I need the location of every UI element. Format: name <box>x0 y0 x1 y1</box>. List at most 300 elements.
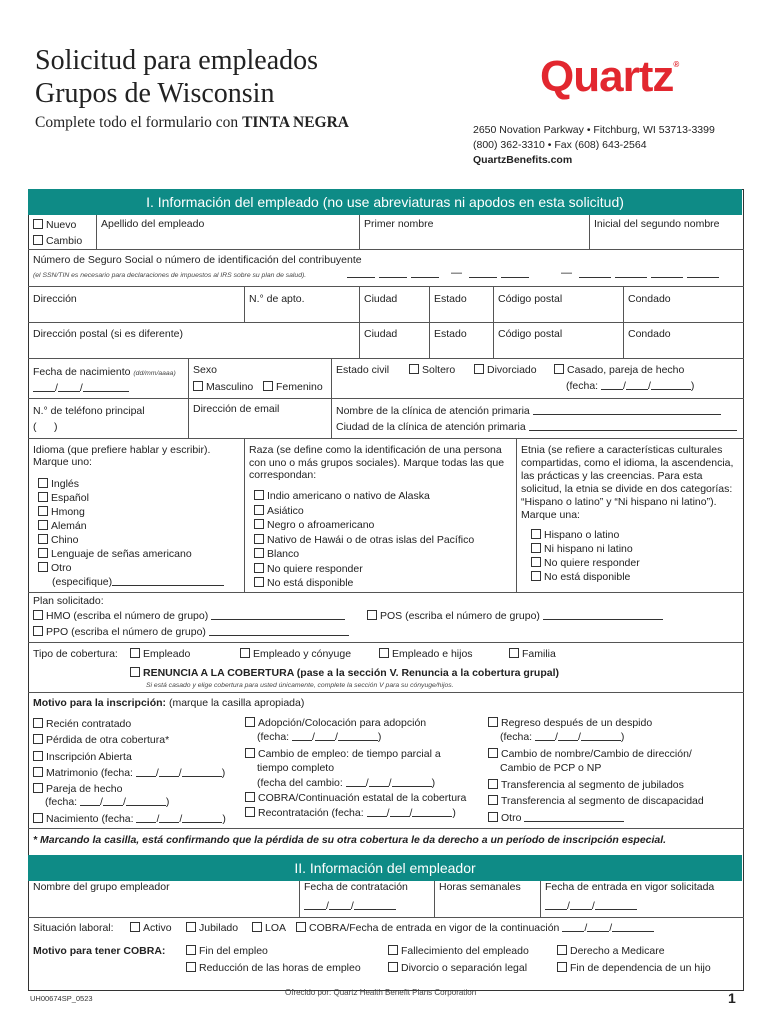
date-blank <box>338 731 378 741</box>
divider <box>96 215 97 249</box>
option-label: Indio americano o nativo de Alaska <box>267 490 430 502</box>
checkbox[interactable] <box>38 534 48 544</box>
idioma-options <box>38 477 224 589</box>
raza-asiatico[interactable] <box>254 504 474 519</box>
option-label: Matrimonio (fecha: <box>46 766 133 779</box>
ciudad-postal-field[interactable]: Ciudad <box>364 328 398 340</box>
option-label: COBRA/Fecha de entrada en vigor de la continuación <box>309 922 560 934</box>
special-enrollment-footnote: * Marcando la casilla, está confirmando que la pérdida de su otra cobertura le da derecho a un período de inscripción especial. <box>33 834 667 846</box>
checkbox[interactable] <box>186 945 196 955</box>
row-line <box>28 438 744 439</box>
motivo-discapacidad[interactable] <box>488 794 704 808</box>
divider <box>434 881 435 917</box>
checkbox[interactable] <box>245 792 255 802</box>
raza-negro[interactable] <box>254 518 474 533</box>
checkbox[interactable] <box>531 529 541 539</box>
hmo-blank <box>211 610 345 620</box>
etnia-ni-hispano[interactable] <box>531 542 640 556</box>
dob-format: (dd/mm/aaaa) <box>133 370 176 377</box>
option-label: Empleado y cónyuge <box>253 648 352 660</box>
divider <box>331 398 332 438</box>
regreso-fecha[interactable]: (fecha: / / ) <box>500 731 625 744</box>
website-link[interactable]: QuartzBenefits.com <box>473 154 573 166</box>
ppo-checkbox[interactable] <box>33 626 43 636</box>
ciudad-field[interactable]: Ciudad <box>364 293 398 305</box>
title-line-1: Solicitud para empleados <box>35 45 319 76</box>
apto-field[interactable]: N.° de apto. <box>249 293 305 305</box>
idioma-chino[interactable] <box>38 533 224 547</box>
option-label: LOA <box>265 922 287 934</box>
option-label: Fallecimiento del empleado <box>401 945 529 957</box>
nuevo-checkbox[interactable] <box>33 219 43 229</box>
estado-postal-field[interactable]: Estado <box>434 328 467 340</box>
subtitle-bold: TINTA NEGRA <box>242 114 350 131</box>
option-label: Pareja de hecho <box>46 783 123 796</box>
motivo-cambio-empleo[interactable] <box>245 747 466 761</box>
telefono-input[interactable]: ( ) <box>33 421 58 433</box>
hmo-label: HMO (escriba el número de grupo) <box>46 610 209 622</box>
clinica-nombre-label: Nombre de la clínica de atención primaria <box>336 405 530 417</box>
ssn-blank <box>615 277 647 278</box>
situacion-loa[interactable] <box>252 922 286 934</box>
date-blank <box>545 900 567 910</box>
horas-semanales-field[interactable]: Horas semanales <box>439 881 521 893</box>
direccion-postal-field[interactable]: Dirección postal (si es diferente) <box>33 328 183 340</box>
hmo-option[interactable] <box>33 610 345 622</box>
idioma-hmong[interactable] <box>38 505 224 519</box>
checkbox[interactable] <box>388 945 398 955</box>
idioma-aleman[interactable] <box>38 519 224 533</box>
checkbox[interactable] <box>38 562 48 572</box>
checkbox[interactable] <box>379 648 389 658</box>
soltero-option[interactable] <box>409 364 455 376</box>
ssn-note: (el SSN/TIN es necesario para declaraciones de impuestos al IRS sobre su plan de salud). <box>33 272 307 279</box>
idioma-otro[interactable] <box>38 561 224 575</box>
option-label: Activo <box>143 922 172 934</box>
row-line <box>28 828 744 829</box>
option-label: Empleado <box>143 648 191 660</box>
divorciado-option[interactable] <box>474 364 537 376</box>
motivo-matrimonio[interactable]: Matrimonio (fecha: / / ) <box>33 765 226 781</box>
checkbox[interactable] <box>509 648 519 658</box>
cambio-checkbox[interactable] <box>33 235 43 245</box>
fecha-contratacion-input[interactable]: / / <box>304 900 396 912</box>
checkbox[interactable] <box>488 795 498 805</box>
option-label: Nativo de Hawái o de otras islas del Pacífico <box>267 533 475 546</box>
logo-text: Quartz <box>540 52 674 101</box>
checkbox[interactable] <box>33 751 43 761</box>
date-blank <box>587 922 609 932</box>
estado-field[interactable]: Estado <box>434 293 467 305</box>
checkbox[interactable] <box>38 520 48 530</box>
checkbox[interactable] <box>38 492 48 502</box>
date-blank <box>80 796 100 806</box>
row-line <box>28 398 744 399</box>
fecha-label: (fecha: <box>566 380 599 392</box>
situacion-jubilado[interactable] <box>186 922 238 934</box>
condado-postal-field[interactable]: Condado <box>628 328 671 340</box>
renuncia-note: Si está casado y elige cobertura para usted únicamente, complete la sección V para su cónyuge/hijos. <box>146 682 454 689</box>
option-label: Otro <box>51 562 72 574</box>
dob-blank <box>83 382 129 392</box>
motivo-inscripcion-abierta[interactable] <box>33 749 226 765</box>
raza-hawai[interactable] <box>254 533 474 548</box>
cobra-reduccion[interactable] <box>186 962 361 974</box>
row-line <box>28 692 744 693</box>
option-label: Transferencia al segmento de discapacidad <box>501 795 704 808</box>
divider <box>299 881 300 917</box>
pos-option[interactable] <box>367 610 663 622</box>
divider <box>244 286 245 322</box>
clinica-ciudad-label: Ciudad de la clínica de atención primaria <box>336 421 526 433</box>
checkbox[interactable] <box>33 718 43 728</box>
checkbox[interactable] <box>252 922 262 932</box>
femenino-option[interactable] <box>263 381 323 393</box>
date-blank <box>136 767 156 777</box>
ssn-dash: — <box>451 267 462 279</box>
date-blank <box>612 922 654 932</box>
idioma-label <box>33 444 210 468</box>
option-label: Regreso después de un despido <box>501 717 653 729</box>
clinica-ciudad-field[interactable] <box>336 421 737 433</box>
checkbox[interactable] <box>38 478 48 488</box>
pos-label: POS (escriba el número de grupo) <box>380 610 540 622</box>
otro-blank <box>524 812 624 822</box>
date-blank <box>292 731 312 741</box>
dob-input[interactable]: / / <box>33 382 129 394</box>
especifique-field[interactable] <box>38 575 224 589</box>
quartz-logo <box>540 52 678 102</box>
checkbox[interactable] <box>388 962 398 972</box>
checkbox[interactable] <box>296 922 306 932</box>
row-line <box>28 358 744 359</box>
renuncia-label: RENUNCIA A LA COBERTURA (pase a la sección V. Renuncia a la cobertura grupal) <box>143 667 560 679</box>
date-blank <box>315 731 335 741</box>
option-label: No quiere responder <box>544 557 640 569</box>
date-blank <box>354 900 396 910</box>
codigo-postal-field[interactable]: Código postal <box>498 293 563 305</box>
date-blank <box>581 731 621 741</box>
date-blank <box>182 813 222 823</box>
date-blank <box>182 767 222 777</box>
motivo-jubilados[interactable] <box>488 778 704 792</box>
direccion-field[interactable]: Dirección <box>33 293 77 305</box>
date-blank <box>159 767 179 777</box>
raza-no-disponible[interactable] <box>254 576 474 591</box>
pos-blank <box>543 610 663 620</box>
option-label: Negro o afroamericano <box>267 519 375 531</box>
codigo-postal-postal-field[interactable]: Código postal <box>498 328 563 340</box>
checkbox[interactable] <box>38 548 48 558</box>
etnia-label: Etnia (se refiere a características culturales compartidas, como el idioma, la ascendencia, las prácticas y las creencias. Para esta solicitud, la etnia se divide en dos categorías: “Hispano o latino” y “Ni hispano ni latino”). Marque una: <box>521 444 734 521</box>
divider <box>540 881 541 917</box>
ppo-option[interactable] <box>33 626 349 638</box>
date-blank <box>626 380 648 390</box>
option-label: No quiere responder <box>267 562 363 575</box>
option-label: Nacimiento (fecha: <box>46 812 134 825</box>
checkbox[interactable] <box>245 717 255 727</box>
date-blank <box>159 813 179 823</box>
raza-no-responder[interactable] <box>254 562 474 577</box>
checkbox[interactable] <box>254 490 264 500</box>
ppo-blank <box>209 626 349 636</box>
divider <box>188 398 189 438</box>
date-blank <box>601 380 623 390</box>
raza-options <box>254 489 474 591</box>
especifique-blank <box>112 576 224 586</box>
dob-text: Fecha de nacimiento <box>33 366 131 378</box>
fecha-vigor-input[interactable]: / / <box>545 900 637 912</box>
soltero-checkbox[interactable] <box>409 364 419 374</box>
cobra-fin-empleo[interactable] <box>186 945 268 957</box>
cobertura-familia[interactable] <box>509 648 556 660</box>
dob-blank <box>33 382 55 392</box>
soltero-label: Soltero <box>422 364 456 376</box>
renuncia-checkbox[interactable] <box>130 667 140 677</box>
option-label: Alemán <box>51 520 87 532</box>
motivo-cobra[interactable] <box>245 791 466 805</box>
date-blank <box>535 731 555 741</box>
fecha-contratacion-label: Fecha de contratación <box>304 881 408 893</box>
date-blank <box>651 380 691 390</box>
date-blank <box>562 922 584 932</box>
option-label: Chino <box>51 534 79 546</box>
clinica-nombre-blank <box>533 405 721 415</box>
email-field[interactable]: Dirección de email <box>193 403 280 415</box>
section-1-heading: I. Información del empleado (no use abreviaturas ni apodos en esta solicitud) <box>28 189 742 215</box>
checkbox[interactable] <box>531 571 541 581</box>
offered-by: Ofrecido por: Quartz Health Benefit Plans Corporation <box>285 988 477 997</box>
idioma-senas[interactable] <box>38 547 224 561</box>
tipo-cobertura-label: Tipo de cobertura: <box>33 648 118 660</box>
cobra-divorcio[interactable] <box>388 962 527 974</box>
checkbox[interactable] <box>33 813 43 823</box>
etnia-no-responder[interactable] <box>531 556 640 570</box>
motivo-recontratacion[interactable]: Recontratación (fecha: / / ) <box>245 806 466 820</box>
date-blank <box>412 807 452 817</box>
grupo-empleador-field[interactable]: Nombre del grupo empleador <box>33 881 170 893</box>
checkbox[interactable] <box>488 779 498 789</box>
checkbox[interactable] <box>254 534 264 544</box>
checkbox[interactable] <box>186 922 196 932</box>
cobra-medicare[interactable] <box>557 945 665 957</box>
motivo-bold: Motivo para la inscripción: <box>33 697 167 709</box>
date-blank <box>126 796 166 806</box>
situacion-cobra[interactable]: COBRA/Fecha de entrada en vigor de la continuación / / <box>296 922 654 934</box>
row-line <box>28 592 744 593</box>
cobra-dependencia[interactable] <box>557 962 711 974</box>
option-label: Ni hispano ni latino <box>544 543 633 555</box>
option-label: Jubilado <box>199 922 239 934</box>
option-label: Otro <box>501 812 522 825</box>
renuncia-option[interactable] <box>130 667 559 679</box>
checkbox[interactable] <box>531 543 541 553</box>
date-blank <box>595 900 637 910</box>
apellido-field[interactable]: Apellido del empleado <box>101 218 205 230</box>
ssn-input[interactable] <box>347 267 735 279</box>
motivo-regreso[interactable] <box>488 716 704 730</box>
option-label: Inglés <box>51 478 80 490</box>
motivos-col-1 <box>33 716 226 827</box>
condado-field[interactable]: Condado <box>628 293 671 305</box>
option-label: Fin de dependencia de un hijo <box>570 962 711 974</box>
motivos-col-2 <box>245 716 466 821</box>
raza-indio[interactable] <box>254 489 474 504</box>
estado-civil-label: Estado civil <box>336 364 390 376</box>
form-title <box>35 44 318 110</box>
fecha-label: (fecha: <box>500 731 533 744</box>
option-label: Inscripción Abierta <box>46 750 132 763</box>
cambio-fecha[interactable]: (fecha del cambio: / / ) <box>257 776 436 789</box>
adopcion-fecha[interactable]: (fecha: / / ) <box>257 731 382 744</box>
masculino-option[interactable] <box>193 381 253 393</box>
date-blank <box>329 900 351 910</box>
raza-blanco[interactable] <box>254 547 474 562</box>
plan-solicitado-label: Plan solicitado: <box>33 595 104 607</box>
masculino-label: Masculino <box>206 381 254 393</box>
ssn-blank <box>469 277 497 278</box>
option-label: Hispano o latino <box>544 529 620 541</box>
option-label: Lenguaje de señas americano <box>51 548 192 560</box>
motivo-cambio-nombre[interactable] <box>488 747 704 761</box>
ssn-blank <box>501 277 529 278</box>
checkbox[interactable] <box>245 807 255 817</box>
primer-nombre-field[interactable]: Primer nombre <box>364 218 434 230</box>
option-label: Familia <box>522 648 556 660</box>
checkbox[interactable] <box>254 577 264 587</box>
cobertura-empleado[interactable] <box>130 648 190 660</box>
checkbox[interactable] <box>33 767 43 777</box>
option-label: Recién contratado <box>46 718 132 730</box>
idioma-ingles[interactable] <box>38 477 224 491</box>
raza-label: Raza (se define como la identificación de una persona con uno o más grupos sociales). Marque todas las que correspondan: <box>249 444 505 481</box>
option-label: No está disponible <box>267 577 354 589</box>
form-subtitle <box>35 114 349 132</box>
checkbox[interactable] <box>38 506 48 516</box>
checkbox[interactable] <box>130 922 140 932</box>
date-blank <box>570 900 592 910</box>
checkbox[interactable] <box>254 505 264 515</box>
situacion-laboral-label: Situación laboral: <box>33 922 114 934</box>
motivo-otro[interactable] <box>488 811 704 825</box>
option-label: COBRA/Continuación estatal de la cobertura <box>258 792 467 805</box>
clinica-nombre-field[interactable] <box>336 405 721 417</box>
option-label: Empleado e hijos <box>392 648 473 660</box>
motivos-col-3 <box>488 716 704 826</box>
femenino-checkbox[interactable] <box>263 381 273 391</box>
motivo-adopcion[interactable] <box>245 716 466 730</box>
inicial-field[interactable]: Inicial del segundo nombre <box>594 218 720 230</box>
option-label: Español <box>51 492 89 504</box>
pareja-fecha[interactable]: (fecha: / / ) <box>45 796 170 809</box>
date-blank <box>304 900 326 910</box>
checkbox[interactable] <box>254 548 264 558</box>
checkbox[interactable] <box>130 648 140 658</box>
section-2-heading: II. Información del empleador <box>28 855 742 881</box>
divider <box>359 215 360 249</box>
idioma-espanol[interactable] <box>38 491 224 505</box>
checkbox[interactable] <box>254 519 264 529</box>
form-code: UH00674SP_0523 <box>30 994 93 1003</box>
checkbox[interactable] <box>488 812 498 822</box>
checkbox[interactable] <box>186 962 196 972</box>
casado-fecha[interactable]: (fecha: / / ) <box>566 380 695 392</box>
checkbox[interactable] <box>254 563 264 573</box>
sexo-label: Sexo <box>193 364 217 376</box>
option-label: Cambio de empleo: de tiempo parcial a <box>258 747 441 760</box>
motivo-recien-contratado[interactable] <box>33 716 226 732</box>
divorciado-checkbox[interactable] <box>474 364 484 374</box>
ppo-label: PPO (escriba el número de grupo) <box>46 626 206 638</box>
title-line-2: Grupos de Wisconsin <box>35 78 275 109</box>
hmo-checkbox[interactable] <box>33 610 43 620</box>
nuevo-option[interactable] <box>33 219 76 231</box>
situacion-activo[interactable] <box>130 922 172 934</box>
date-blank <box>136 813 156 823</box>
date-blank <box>392 777 432 787</box>
cambio-pcp-label: Cambio de PCP o NP <box>500 762 602 775</box>
checkbox[interactable] <box>531 557 541 567</box>
row-line <box>28 286 744 287</box>
option-label: Transferencia al segmento de jubilados <box>501 778 684 791</box>
idioma-line-2: Marque uno: <box>33 456 92 468</box>
date-blank <box>390 807 410 817</box>
logo-mark: ® <box>673 60 679 69</box>
etnia-hispano[interactable] <box>531 528 640 542</box>
option-label: Recontratación (fecha: <box>258 807 364 820</box>
motivo-label <box>33 697 304 709</box>
option-label: Blanco <box>267 548 300 560</box>
masculino-checkbox[interactable] <box>193 381 203 391</box>
page-number: 1 <box>728 990 736 1006</box>
cobertura-conyuge[interactable] <box>240 648 351 660</box>
date-blank <box>103 796 123 806</box>
checkbox[interactable] <box>33 783 43 793</box>
checkbox[interactable] <box>240 648 250 658</box>
cambio-option[interactable] <box>33 235 82 247</box>
option-label: Fin del empleo <box>199 945 268 957</box>
dob-blank <box>58 382 80 392</box>
cobra-fallecimiento[interactable] <box>388 945 529 957</box>
motivo-perdida[interactable] <box>33 732 226 748</box>
casado-checkbox[interactable] <box>554 364 564 374</box>
fecha-vigor-label: Fecha de entrada en vigor solicitada <box>545 881 715 893</box>
checkbox[interactable] <box>557 962 567 972</box>
divider <box>331 358 332 398</box>
cobertura-hijos[interactable] <box>379 648 473 660</box>
company-address <box>473 123 715 168</box>
ssn-blank <box>411 277 439 278</box>
femenino-label: Femenino <box>276 381 323 393</box>
fecha-cambio-label: (fecha del cambio: <box>257 776 343 789</box>
checkbox[interactable] <box>488 717 498 727</box>
divider <box>244 438 245 592</box>
pos-checkbox[interactable] <box>367 610 377 620</box>
option-label: Derecho a Medicare <box>570 945 665 957</box>
option-label: Cambio de nombre/Cambio de dirección/ <box>501 747 692 760</box>
checkbox[interactable] <box>488 748 498 758</box>
casado-option[interactable] <box>554 364 684 376</box>
checkbox[interactable] <box>245 748 255 758</box>
idioma-line-1: Idioma (que prefiere hablar y escribir). <box>33 444 211 456</box>
etnia-no-disponible[interactable] <box>531 570 640 584</box>
option-label: Adopción/Colocación para adopción <box>258 717 427 729</box>
checkbox[interactable] <box>557 945 567 955</box>
date-blank <box>369 777 389 787</box>
checkbox[interactable] <box>33 734 43 744</box>
motivo-nacimiento[interactable]: Nacimiento (fecha: / / ) <box>33 811 226 827</box>
tiempo-completo-label: tiempo completo <box>257 762 335 775</box>
